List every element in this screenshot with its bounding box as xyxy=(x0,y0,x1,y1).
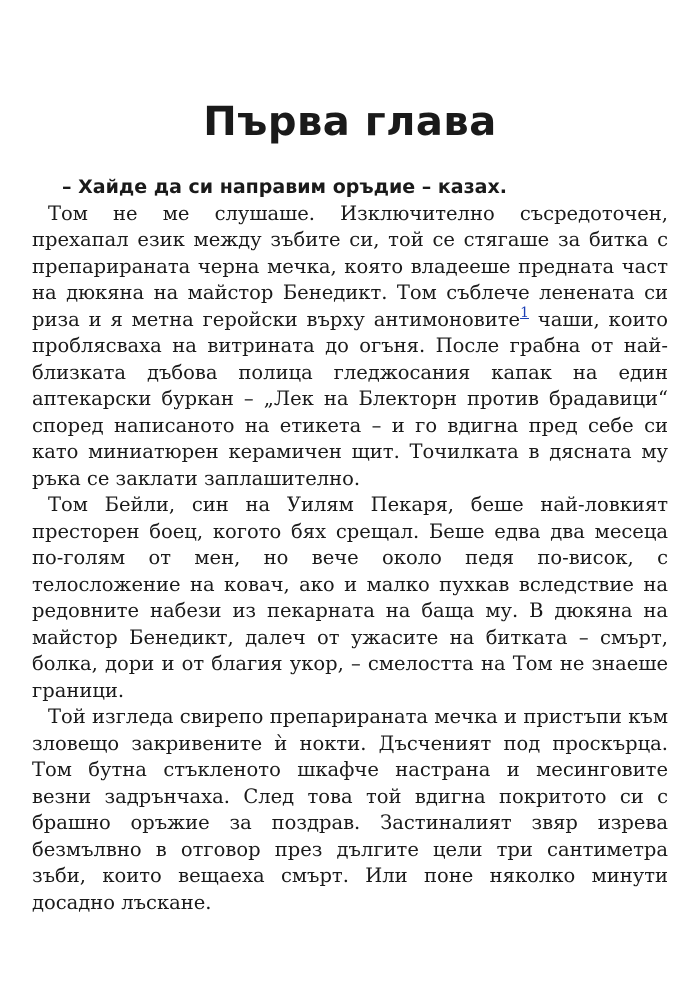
chapter-title: Първа глава xyxy=(203,99,497,145)
book-page xyxy=(32,0,668,990)
chapter-body xyxy=(32,174,668,916)
paragraph-2 xyxy=(32,201,668,493)
paragraph-2-text-a: Том не ме слушаше. Изключително съсредоточен, прехапал език между зъбите си, той се стягаше за битка с препарираната черна мечка, която владееше предната част на дюкяна на майстор Бенедикт. Том съблече ленената си риза и я метна геройски върху антимоновите xyxy=(32,201,668,331)
footnote-link[interactable]: 1 xyxy=(520,304,529,321)
paragraph-2-text-b: чаши, които проблясваха на витрината до огъня. После грабна от най-близката дъбова полица гледжосания капак на един аптекарски буркан – „Лек на Блекторн против брадавици“ според написаното на етикета – и го вдигна пред себе си като миниатюрен керамичен щит. Точилката в дясната му ръка се заклати заплашително. xyxy=(32,307,668,490)
paragraph-4: Той изгледа свирепо препарираната мечка и пристъпи към зловещо закривените ѝ нокти. Дъсченият под проскърца. Том бутна стъкленото шкафче настрана и месинговите везни задрънчаха. След това той вдигна покритото си с брашно оръжие за поздрав. Застиналият звяр изрева безмълвно в отговор през дългите цели три сантиметра зъби, които вещаеха смърт. Или поне няколко минути досадно лъскане. xyxy=(32,705,668,914)
paragraph-3: Том Бейли, син на Уилям Пекаря, беше най-ловкият престорен боец, когото бях срещал. Беше едва два месеца по-голям от мен, но вече около педя по-висок, с телосложение на ковач, ако и малко пухкав вследствие на редовните набези из пекарната на баща му. В дюкяна на майстор Бенедикт, далеч от ужасите на битката – смърт, болка, дори и от благия укор, – смелостта на Том не знаеше граници. xyxy=(32,493,668,702)
paragraph-dialogue: – Хайде да си направим оръдие – казах. xyxy=(62,176,507,198)
